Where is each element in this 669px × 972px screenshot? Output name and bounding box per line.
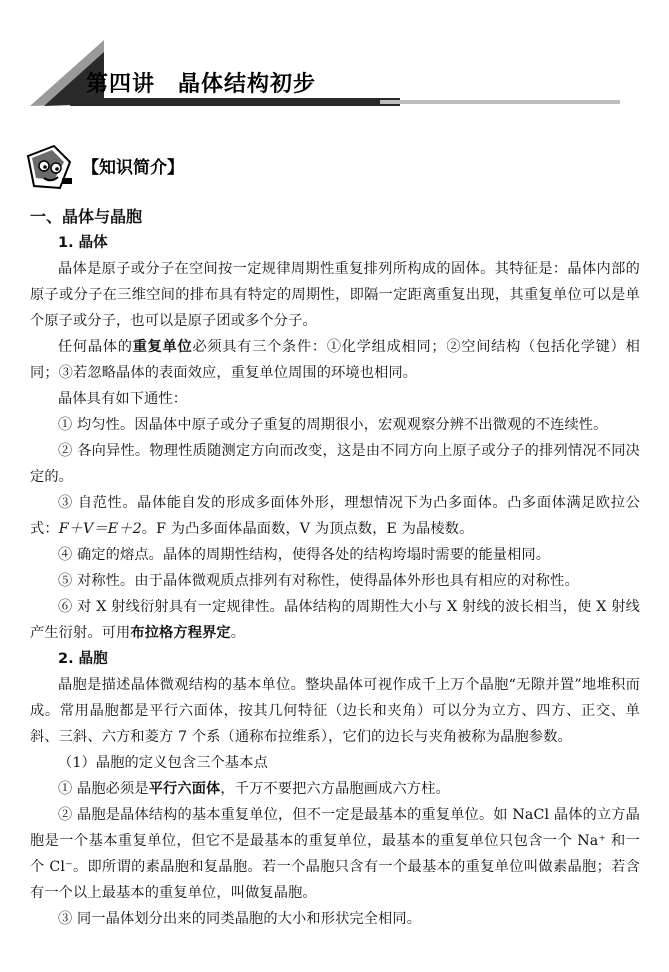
list-item xyxy=(30,776,640,802)
subsection-title-crystal: 1. 晶体 xyxy=(58,235,108,251)
bold-term: 重复单位 xyxy=(132,339,193,355)
intro-label: 【知识简介】 xyxy=(82,158,184,178)
text: ① 晶胞必须是 xyxy=(58,781,149,797)
paragraph: 晶体是原子或分子在空间按一定规律周期性重复排列所构成的固体。其特征是：晶体内部的原子或分子在三维空间的排布具有特定的周期性，即隔一定距离重复出现，其重复单位可以是单个原子或分子，也可以是原子团或多个分子。 xyxy=(30,261,640,329)
main-content xyxy=(30,204,640,932)
list-item: ⑤ 对称性。由于晶体微观质点排列有对称性，使得晶体外形也具有相应的对称性。 xyxy=(58,573,579,589)
paragraph: （1）晶胞的定义包含三个基本点 xyxy=(58,755,268,771)
chapter-title: 第四讲 晶体结构初步 xyxy=(86,72,317,97)
text: 任何晶体的 xyxy=(58,339,133,355)
euler-formula: F＋V＝E＋2 xyxy=(58,521,142,537)
section-title: 一、晶体与晶胞 xyxy=(30,207,143,226)
subsection-title-unit-cell: 2. 晶胞 xyxy=(58,651,108,667)
list-item xyxy=(30,490,640,542)
list-item: ① 均匀性。因晶体中原子或分子重复的周期很小，宏观观察分辨不出微观的不连续性。 xyxy=(58,417,608,433)
paragraph: 晶胞是描述晶体微观结构的基本单位。整块晶体可视作成千上万个晶胞“无隙并置”地堆积而成。常用晶胞都是平行六面体，按其几何特征（边长和夹角）可以分为立方、四方、正交、单斜、三斜、六方和菱方 7 个系（通称布拉维系），它们的边长与夹角被称为晶胞参数。 xyxy=(30,677,640,745)
paragraph: 晶体具有如下通性： xyxy=(58,391,188,407)
text: 。 xyxy=(230,625,246,641)
list-item: ② 各向异性。物理性质随测定方向而改变，这是由不同方向上原子或分子的排列情况不同决定的。 xyxy=(30,443,640,485)
chapter-banner xyxy=(0,0,669,120)
text: 必须具有三个条件：①化学组成相同；②空间结构（包括化学键）相同；③若忽略晶体的表面效应，重复单位周围的环境也相同。 xyxy=(30,339,640,381)
text: ⑥ 对 X 射线衍射具有一定规律性。晶体结构的周期性大小与 X 射线的波长相当，使 X 射线产生衍射。可用 xyxy=(30,599,640,641)
text: ，千万不要把六方晶胞画成六方柱。 xyxy=(220,781,450,797)
list-item: ④ 确定的熔点。晶体的周期性结构，使得各处的结构垮塌时需要的能量相同。 xyxy=(58,547,551,563)
list-item: ③ 同一晶体划分出来的同类晶胞的大小和形状完全相同。 xyxy=(58,911,422,927)
banner-decoration xyxy=(0,0,669,120)
paragraph xyxy=(30,334,640,386)
intro-header xyxy=(24,142,224,194)
bold-term: 平行六面体 xyxy=(148,781,221,797)
text: 。F 为凸多面体晶面数，V 为顶点数，E 为晶棱数。 xyxy=(141,521,474,537)
list-item: ② 晶胞是晶体结构的基本重复单位，但不一定是最基本的重复单位。如 NaCl 晶体的立方晶胞是一个基本重复单位，但它不是最基本的重复单位，最基本的重复单位只包含一个 Na⁺ 和一个 Cl⁻。即所谓的素晶胞和复晶胞。若一个晶胞只含有一个最基本的重复单位叫做素晶胞；若含有一个以上最基本的重复单位，叫做复晶胞。 xyxy=(30,807,640,901)
list-item xyxy=(30,594,640,646)
bold-term: 布拉格方程界定 xyxy=(130,625,231,641)
text: ③ 自范性。晶体能自发的形成多面体外形，理想情况下为凸多面体。凸多面体满足欧拉公式： xyxy=(30,495,640,537)
cartoon-character-icon xyxy=(24,142,76,194)
